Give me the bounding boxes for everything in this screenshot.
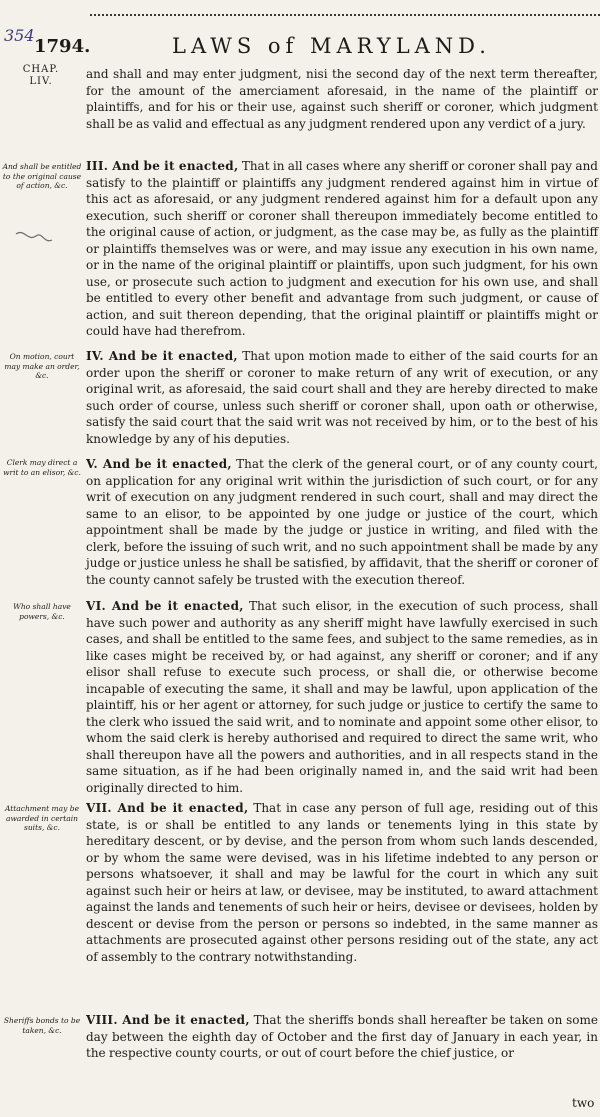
section-text: That the sheriffs bonds shall hereafter be taken on some day between the eighth day of October and the first day of January in each year, in the respective county courts, or out of court before the chief justice, or [86, 1013, 598, 1060]
page-number: 354 [4, 26, 35, 45]
chapter-label-line2: LIV. [29, 76, 53, 87]
section-heading: IV. And be it enacted, [86, 349, 238, 363]
catchword: two [572, 1096, 595, 1110]
section-4 [86, 348, 598, 447]
section-8 [86, 1012, 598, 1062]
section-6 [86, 598, 598, 796]
section-text: That the clerk of the general court, or of any county court, on application for any original writ within the jurisdiction of such court, or for any writ of execution on any judgment rendered in such court, shall and may direct the same to an elisor, to be appointed by one judge or justice of the court, which appointment shall be made by the judge or justice in writing, and filed with the clerk, before the issuing of such writ, and no such appointment shall be made by any judge or justice unless he shall be satisfied, by affidavit, that the sheriff or coroner of the county cannot safely be trusted with the execution thereof. [86, 457, 598, 587]
margin-note-section-5: Clerk may direct a writ to an elisor, &c. [3, 458, 81, 477]
section-heading: VII. And be it enacted, [86, 801, 249, 815]
chapter-label-line1: CHAP. [22, 64, 60, 75]
margin-note-section-6: Who shall have powers, &c. [13, 602, 71, 621]
margin-note-section-4: On motion, court may make an order, &c. [4, 352, 80, 380]
section-continuation [86, 66, 598, 132]
section-heading: III. And be it enacted, [86, 159, 239, 173]
section-text: That in all cases where any sheriff or coroner shall pay and satisfy to the plaintiff or plaintiffs any judgment rendered against him in virtue of this act as aforesaid, or any judgment rendered against him for a default upon any execution, such sheriff or coroner shall thereupon immediately become entitled to the original cause of action, or judgment, as the case may be, as fully as the plaintiff or plaintiffs themselves was or were, and may issue any execution in his own name, or in the name of the original plaintiff or plaintiffs, upon such judgment, for his own use, or prosecute such action to judgment and execution for his own use, and shall be entitled to every other benefit and advantage from such judgment, or cause of action, and suit thereon depending, that the original plaintiff or plaintiffs might or could have had therefrom. [86, 159, 598, 338]
margin-note-section-7: Attachment may be awarded in certain suits, &c. [4, 804, 80, 832]
section-heading: V. And be it enacted, [86, 457, 232, 471]
section-text: and shall and may enter judgment, nisi the second day of the next term thereafter, for the amount of the amerciament aforesaid, in the name of the plaintiff or plaintiffs, and for his or their use, against such sheriff or coroner, which judgment shall be as valid and effectual as any judgment rendered upon any verdict of a jury. [86, 67, 598, 131]
section-7 [86, 800, 598, 965]
section-text: That upon motion made to either of the said courts for an order upon the sheriff or coroner to make return of any writ of execution, or any original writ, as aforesaid, the said court shall and they are hereby directed to make such order of course, unless such sheriff or coroner shall, upon oath or otherwise, satisfy the said court that the said writ was not received by him, or to the best of his knowledge by any of his deputies. [86, 349, 599, 446]
pencil-mark-icon [14, 228, 54, 250]
section-heading: VIII. And be it enacted, [86, 1013, 250, 1027]
section-5 [86, 456, 598, 588]
chapter-label [12, 64, 70, 88]
section-3 [86, 158, 598, 340]
margin-note-section-8: Sheriffs bonds to be taken, &c. [3, 1016, 81, 1035]
section-text: That in case any person of full age, residing out of this state, is or shall be entitled to any lands or tenements lying in this state by hereditary descent, or by devise, and the person from whom such lands descended, or by whom the same were devised, was in his lifetime indebted to any person or persons whatsoever, it shall and may be lawful for the court in which any suit against such heir or heirs at law, or devisee, may be instituted, to award attachment against the lands and tenements of such heir or heirs, devisee or devisees, holden by descent or devise from the person or persons so indebted, in the same manner as attachments are prosecuted against other persons residing out of the state, any act of assembly to the contrary notwithstanding. [86, 801, 598, 964]
top-ornament [90, 0, 600, 16]
page-title: LAWS of MARYLAND. [172, 34, 491, 58]
margin-note-section-3: And shall be entitled to the original cause of action, &c. [2, 162, 82, 190]
section-heading: VI. And be it enacted, [86, 599, 244, 613]
page-year: 1794. [34, 36, 91, 57]
section-text: That such elisor, in the execution of such process, shall have such power and authority as any sheriff might have lawfully exercised in such cases, and shall be entitled to the same fees, and subject to the same remedies, as in like cases might be received by, or had against, any sheriff or coroner; and if any elisor shall refuse to execute such process, or shall die, or otherwise become incapable of executing the same, it shall and may be lawful, upon application of the plaintiff, his or her agent or attorney, for such judge or justice to certify the same to the clerk who issued the said writ, and to nominate and appoint some other elisor, to whom the said clerk is hereby authorised and required to direct the same writ, who shall thereupon have all the powers and authorities, and in all respects stand in the same situation, as if he had been originally named in, and the said writ had been originally directed to him. [86, 599, 598, 795]
